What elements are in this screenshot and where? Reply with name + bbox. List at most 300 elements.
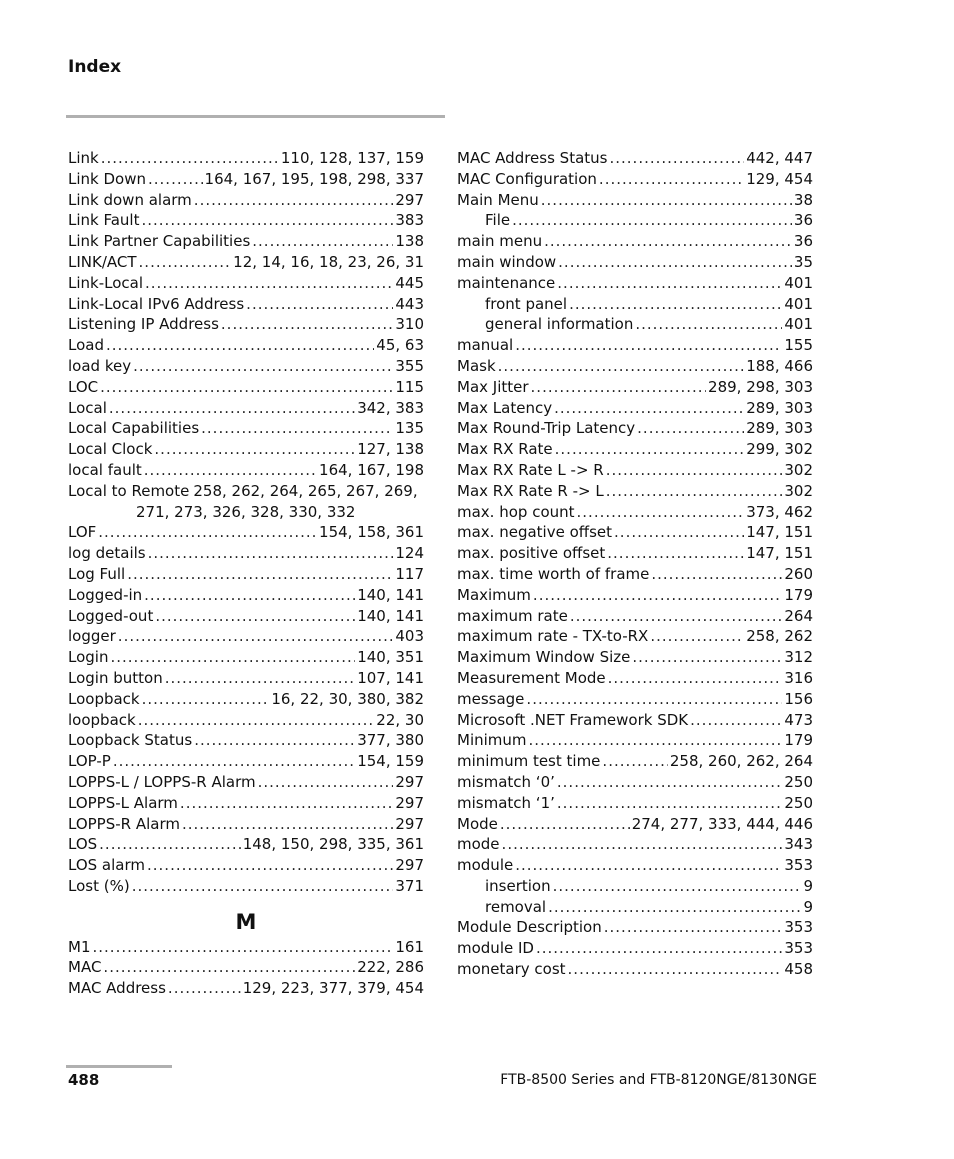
dot-leader [608,668,783,689]
index-page-refs: 140, 141 [357,606,424,625]
index-term: local fault [68,460,142,479]
dot-leader [614,522,744,543]
dot-leader [142,689,270,710]
index-entry [457,377,813,398]
index-entry [68,668,424,689]
dot-leader [101,148,279,169]
index-page-refs: 264 [784,606,813,625]
dot-leader [557,273,782,294]
dot-leader [165,668,355,689]
index-term: MAC [68,958,102,977]
index-entry [457,502,813,523]
index-page-refs: 297 [395,772,424,791]
index-page-refs: 442, 447 [746,149,813,167]
index-term: removal [485,897,547,916]
index-entry [68,855,424,876]
dot-leader [246,294,393,315]
index-page-refs: 312 [784,648,813,667]
dot-leader [602,751,667,772]
index-page-refs: 107, 141 [357,668,424,687]
index-subentry [457,314,813,335]
index-page-refs: 353 [784,918,813,937]
dot-leader [599,169,744,190]
index-term: Login button [68,668,163,687]
index-page-refs: 316 [784,668,813,687]
dot-leader [553,876,802,897]
index-page-refs: 260 [784,564,813,583]
dot-leader [690,710,782,731]
index-page-refs: 250 [784,793,813,812]
index-entry [68,876,424,897]
index-page-refs: 129, 454 [746,169,813,188]
index-subentry [457,897,813,918]
dot-leader [113,751,355,772]
index-term: LOS alarm [68,856,145,875]
dot-leader [93,937,394,958]
index-page-refs: 302 [784,460,813,479]
index-entry [68,730,424,751]
index-entry [68,606,424,627]
index-term: front panel [485,294,568,313]
index-page-refs: 140, 141 [357,585,424,604]
index-term: message [457,689,525,708]
index-entry [457,148,813,169]
dot-leader [607,543,744,564]
index-page-refs: 443 [395,294,424,313]
index-page-refs: 38 [793,190,813,209]
index-page-refs: 148, 150, 298, 335, 361 [242,835,424,854]
index-page-refs: 179 [784,585,813,604]
index-page-refs: 353 [784,856,813,875]
index-entry [68,978,424,999]
dot-leader [557,772,782,793]
index-entry [68,793,424,814]
index-page-refs: 156 [784,689,813,708]
dot-leader [604,917,783,938]
index-column-right [457,148,813,980]
index-term: maintenance [457,273,556,292]
dot-leader [541,190,792,211]
index-entry [68,210,424,231]
index-entry [68,294,424,315]
dot-leader [106,335,374,356]
index-page-refs: 22, 30 [376,710,424,729]
dot-leader [133,356,393,377]
index-page-refs: 154, 159 [357,752,424,771]
index-entry [457,938,813,959]
dot-leader [529,730,783,751]
index-entry [457,626,813,647]
index-term: Max RX Rate [457,440,553,459]
dot-leader [637,418,744,439]
index-page-refs: 297 [395,793,424,812]
dot-leader [554,398,744,419]
index-term: M1 [68,937,91,956]
index-term: LOPPS-R Alarm [68,814,180,833]
index-page-refs: 161 [395,937,424,956]
index-term: Max Round-Trip Latency [457,419,636,438]
dot-leader [544,231,792,252]
dot-leader [650,626,744,647]
index-page-refs: 289, 303 [746,398,813,417]
index-term: Link [68,149,99,167]
index-entry [68,814,424,835]
index-term: module [457,856,514,875]
index-term: main window [457,252,557,271]
index-term: LOPPS-L Alarm [68,793,178,812]
dot-leader [252,231,393,252]
index-term: logger [68,627,116,646]
index-page-refs: 289, 298, 303 [708,377,813,396]
index-term: Local to Remote [68,481,190,500]
index-term: maximum rate - TX-to-RX [457,627,649,646]
dot-leader [144,460,317,481]
index-entry [457,398,813,419]
dot-leader [132,876,394,897]
index-entry [68,585,424,606]
index-entry [68,689,424,710]
index-term: Max RX Rate R -> L [457,481,604,500]
index-entry [68,148,424,169]
index-term: mismatch ‘0’ [457,772,555,791]
dot-leader [144,585,355,606]
dot-leader [139,252,232,273]
index-entry [68,957,424,978]
dot-leader [194,730,355,751]
header-divider [66,115,445,118]
index-page-refs: 297 [395,190,424,209]
index-list-m [68,937,424,999]
dot-leader [568,959,783,980]
dot-leader [651,564,782,585]
dot-leader [502,834,783,855]
index-entry [68,439,424,460]
index-term: LINK/ACT [68,252,137,271]
index-page-refs: 258, 262 [746,627,813,646]
index-page-refs: 373, 462 [746,502,813,521]
index-entry [457,252,813,273]
index-page-refs: 377, 380 [357,731,424,750]
dot-leader [98,522,317,543]
dot-leader [138,710,375,731]
dot-leader [515,335,782,356]
dot-leader [635,314,782,335]
index-page-refs: 401 [784,294,813,313]
dot-leader [127,564,393,585]
index-term: Log Full [68,564,126,583]
dot-leader [148,543,394,564]
index-page-refs: 297 [395,814,424,833]
index-page-refs: 343 [784,835,813,854]
dot-leader [201,418,393,439]
index-page-refs: 353 [784,939,813,958]
index-page-refs: 297 [395,856,424,875]
index-page-refs: 403 [395,627,424,646]
index-term: File [485,211,511,230]
index-term: manual [457,336,514,355]
index-page-refs: 138 [395,232,424,251]
index-term: Mask [457,356,496,375]
index-term: Main Menu [457,190,539,209]
index-entry [457,585,813,606]
index-page-refs: 371 [395,876,424,895]
dot-leader [141,210,393,231]
dot-leader [536,938,782,959]
dot-leader [557,793,782,814]
index-page-refs: 310 [395,315,424,334]
index-entry [68,418,424,439]
index-page-refs: 147, 151 [746,544,813,563]
index-term: load key [68,356,132,375]
index-page-refs: 473 [784,710,813,729]
index-term: Maximum [457,585,531,604]
index-entry [457,481,813,502]
dot-leader [555,439,745,460]
index-entry [68,834,424,855]
index-entry [457,460,813,481]
index-page-refs: 445 [395,273,424,292]
dot-leader [148,169,203,190]
dot-leader [569,294,782,315]
index-entry [457,814,813,835]
index-term: max. positive offset [457,544,606,563]
index-page-refs: 124 [395,544,424,563]
dot-leader [100,377,393,398]
index-term: Link down alarm [68,190,192,209]
index-page-refs: 35 [793,252,813,271]
index-entry [68,460,424,481]
index-entry [68,190,424,211]
index-page-refs: 12, 14, 16, 18, 23, 26, 31 [233,252,424,271]
index-entry [68,273,424,294]
dot-leader [606,460,783,481]
index-page-refs: 36 [793,211,813,230]
index-term: minimum test time [457,752,601,771]
index-term: Link-Local [68,273,144,292]
index-entry [68,937,424,958]
index-term: Local Clock [68,440,153,459]
index-term: module ID [457,939,534,958]
index-page-refs: 155 [784,336,813,355]
index-term: Link Partner Capabilities [68,232,251,251]
dot-leader [606,481,783,502]
index-term: Mode [457,814,498,833]
index-term: Load [68,336,104,355]
index-page-refs: 135 [395,419,424,438]
index-page-refs: 110, 128, 137, 159 [280,149,424,167]
index-entry [68,314,424,335]
dot-leader [221,314,393,335]
document-title: FTB-8500 Series and FTB-8120NGE/8130NGE [500,1072,817,1088]
index-entry [68,522,424,543]
index-column-left [68,148,424,999]
index-entry [68,356,424,377]
index-entry [457,959,813,980]
index-term: Logged-out [68,606,154,625]
index-entry [68,543,424,564]
index-page-refs: 147, 151 [746,523,813,542]
index-entry [457,356,813,377]
dot-leader [109,398,355,419]
index-term: Logged-in [68,585,143,604]
index-entry [457,730,813,751]
index-term: max. negative offset [457,523,613,542]
index-term: MAC Address Status [457,149,608,167]
index-page-refs: 127, 138 [357,440,424,459]
index-page-refs: 9 [803,876,813,895]
dot-leader [155,606,355,627]
index-page-refs: 401 [784,273,813,292]
index-term: MAC Configuration [457,169,597,188]
index-term: maximum rate [457,606,568,625]
dot-leader [558,252,792,273]
dot-leader [258,772,394,793]
index-term: LOS [68,835,98,854]
index-page-refs: 129, 223, 377, 379, 454 [242,979,424,998]
index-page-refs: 36 [793,232,813,251]
index-entry [457,855,813,876]
index-entry [457,169,813,190]
index-page-refs: 258, 260, 262, 264 [669,752,813,771]
index-entry [457,647,813,668]
index-entry [457,335,813,356]
page-header-title: Index [68,57,122,77]
index-term: max. hop count [457,502,575,521]
index-term: LOC [68,377,99,396]
index-term: LOF [68,523,97,542]
index-term: Minimum [457,731,527,750]
index-term: main menu [457,232,543,251]
index-subentry [457,294,813,315]
index-term: Local Capabilities [68,419,200,438]
index-term: Link Fault [68,211,140,230]
index-entry [457,772,813,793]
index-page-refs: 16, 22, 30, 380, 382 [271,689,424,708]
dot-leader [154,439,355,460]
dot-leader [498,356,745,377]
index-page-refs: 179 [784,731,813,750]
index-page-refs: 140, 351 [357,648,424,667]
index-page-refs: 222, 286 [357,958,424,977]
dot-leader [548,897,801,918]
dot-leader [99,834,241,855]
index-term: insertion [485,876,551,895]
index-term: Listening IP Address [68,315,219,334]
index-term: monetary cost [457,960,566,979]
index-entry [68,481,424,502]
index-term: Max Jitter [457,377,529,396]
index-entry [68,252,424,273]
index-entry [457,710,813,731]
index-page-refs: 154, 158, 361 [319,523,424,542]
dot-leader [500,814,630,835]
index-entry [68,335,424,356]
index-term: Lost (%) [68,876,130,895]
dot-leader [609,148,744,169]
index-term: mode [457,835,500,854]
index-subentry [457,876,813,897]
index-entry [68,710,424,731]
dot-leader [118,626,394,647]
index-page-refs: 9 [803,897,813,916]
page-number: 488 [68,1071,100,1089]
index-entry [68,398,424,419]
index-page-refs: 302 [784,481,813,500]
index-term: Link Down [68,169,146,188]
index-term: MAC Address [68,979,166,998]
index-term: max. time worth of frame [457,564,650,583]
index-list-m-continued [457,148,813,980]
index-term: Loopback [68,689,140,708]
index-entry [457,751,813,772]
index-page-refs: 164, 167, 195, 198, 298, 337 [204,169,424,188]
index-entry [457,543,813,564]
index-page-refs: 45, 63 [376,336,424,355]
index-entry [457,190,813,211]
index-term: Microsoft .NET Framework SDK [457,710,689,729]
index-page-refs: 274, 277, 333, 444, 446 [631,814,813,833]
index-term: LOP-P [68,752,111,771]
index-term: log details [68,544,146,563]
dot-leader [512,210,792,231]
index-term: Max Latency [457,398,553,417]
dot-leader [531,377,707,398]
index-entry [68,169,424,190]
index-term: Link-Local IPv6 Address [68,294,245,313]
index-term: mismatch ‘1’ [457,793,555,812]
dot-leader [577,502,745,523]
dot-leader [103,957,355,978]
index-entry [457,793,813,814]
dot-leader [182,814,393,835]
index-entry [457,564,813,585]
index-entry [457,273,813,294]
dot-leader [168,978,241,999]
index-page-refs: 383 [395,211,424,230]
index-entry [457,522,813,543]
index-term: LOPPS-L / LOPPS-R Alarm [68,772,256,791]
index-term: Max RX Rate L -> R [457,460,604,479]
index-page-refs: 164, 167, 198 [319,460,424,479]
dot-leader [110,647,355,668]
index-entry [457,834,813,855]
index-page-refs: 289, 303 [746,419,813,438]
dot-leader [515,855,782,876]
index-page-refs: 342, 383 [357,398,424,417]
index-entry [457,606,813,627]
dot-leader [194,190,394,211]
index-entry [457,418,813,439]
index-entry [457,231,813,252]
index-term: Local [68,398,107,417]
index-page-refs: 250 [784,772,813,791]
index-entry [68,626,424,647]
dot-leader [632,647,782,668]
dot-leader [145,273,393,294]
dot-leader [180,793,393,814]
dot-leader [533,585,782,606]
index-page-refs-continued: 271, 273, 326, 328, 330, 332 [136,502,356,521]
index-term: Measurement Mode [457,668,606,687]
dot-leader [147,855,393,876]
index-entry [68,647,424,668]
index-page-refs: 115 [395,377,424,396]
index-page-refs: 188, 466 [746,356,813,375]
index-term: Loopback Status [68,731,193,750]
index-entry [68,772,424,793]
index-page-refs: 299, 302 [746,440,813,459]
section-letter-m: M [235,909,257,934]
